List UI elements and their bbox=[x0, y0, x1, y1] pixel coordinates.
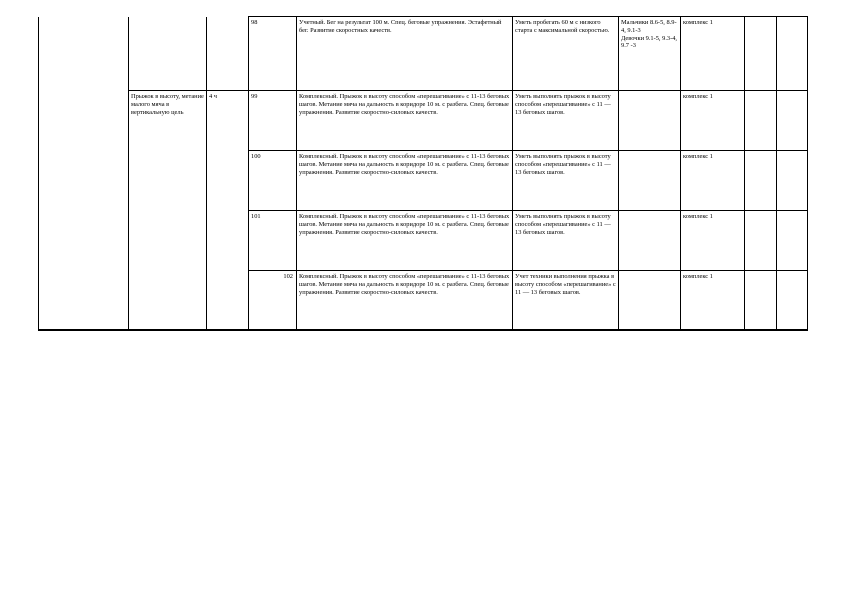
table-row bbox=[39, 17, 808, 91]
hours-cell bbox=[207, 151, 249, 211]
date-plan-cell bbox=[745, 151, 777, 211]
lesson-content-cell: Комплексный. Прыжок в высоту способом «перешагивание» с 11-13 беговых шагов. Метание мяча на дальность в коридоре 10 м. с разбега. Спец. беговые упражнения. Развитие скоростно-силовых качеств. bbox=[297, 91, 513, 151]
lesson-number-cell: 98 bbox=[249, 17, 297, 91]
lesson-number-cell: 100 bbox=[249, 151, 297, 211]
norms-cell bbox=[619, 271, 681, 330]
lesson-number-cell: 99 bbox=[249, 91, 297, 151]
lesson-content-cell: Комплексный. Прыжок в высоту способом «перешагивание» с 11-13 беговых шагов. Метание мяча на дальность в коридоре 10 м. с разбега. Спец. беговые упражнения. Развитие скоростно-силовых качеств. bbox=[297, 151, 513, 211]
lesson-number-cell: 102 bbox=[249, 271, 297, 330]
date-plan-cell bbox=[745, 271, 777, 330]
section-cell bbox=[39, 151, 129, 211]
control-cell: комплекс 1 bbox=[681, 151, 745, 211]
date-fact-cell bbox=[777, 211, 808, 271]
lesson-content-cell: Комплексный. Прыжок в высоту способом «перешагивание» с 11-13 беговых шагов. Метание мяча на дальность в коридоре 10 м. с разбега. Спец. беговые упражнения. Развитие скоростно-силовых качеств. bbox=[297, 211, 513, 271]
norms-cell bbox=[619, 91, 681, 151]
date-fact-cell bbox=[777, 151, 808, 211]
control-cell: комплекс 1 bbox=[681, 271, 745, 330]
date-fact-cell bbox=[777, 17, 808, 91]
lesson-plan-table bbox=[38, 16, 808, 331]
topic-cell bbox=[129, 17, 207, 91]
skills-cell: Уметь пробегать 60 м с низкого старта с максимальной скоростью. bbox=[513, 17, 619, 91]
section-cell bbox=[39, 271, 129, 330]
date-fact-cell bbox=[777, 271, 808, 330]
control-cell: комплекс 1 bbox=[681, 211, 745, 271]
norms-cell bbox=[619, 211, 681, 271]
hours-cell: 4 ч bbox=[207, 91, 249, 151]
skills-cell: Уметь выполнять прыжок в высоту способом «перешагивание» с 11 — 13 беговых шагов. bbox=[513, 91, 619, 151]
section-cell bbox=[39, 211, 129, 271]
skills-cell: Уметь выполнять прыжок в высоту способом «перешагивание» с 11 — 13 беговых шагов. bbox=[513, 151, 619, 211]
skills-cell: Уметь выполнять прыжок в высоту способом «перешагивание» с 11 — 13 беговых шагов. bbox=[513, 211, 619, 271]
table-row bbox=[39, 271, 808, 330]
topic-cell bbox=[129, 271, 207, 330]
topic-cell bbox=[129, 211, 207, 271]
section-cell bbox=[39, 91, 129, 151]
hours-cell bbox=[207, 271, 249, 330]
section-cell bbox=[39, 17, 129, 91]
date-plan-cell bbox=[745, 17, 777, 91]
date-plan-cell bbox=[745, 91, 777, 151]
topic-cell bbox=[129, 151, 207, 211]
skills-cell: Учет техники выполнения прыжка в высоту способом «перешагивание» с 11 — 13 беговых шагов. bbox=[513, 271, 619, 330]
lesson-content-cell: Комплексный. Прыжок в высоту способом «перешагивание» с 11-13 беговых шагов. Метание мяча на дальность в коридоре 10 м. с разбега. Спец. беговые упражнения. Развитие скоростно-силовых качеств. bbox=[297, 271, 513, 330]
topic-cell: Прыжок в высоту, метание малого мяча в вертикальную цель bbox=[129, 91, 207, 151]
table-row bbox=[39, 151, 808, 211]
norms-cell bbox=[619, 151, 681, 211]
norms-cell: Мальчики 8.6-5, 8.9-4, 9.1-3 Девочки 9.1-5, 9.3-4, 9.7 -3 bbox=[619, 17, 681, 91]
lesson-number-cell: 101 bbox=[249, 211, 297, 271]
lesson-content-cell: Учетный. Бег на результат 100 м. Спец. беговые упражнения. Эстафетный бег. Развитие скоростных качеств. bbox=[297, 17, 513, 91]
hours-cell bbox=[207, 17, 249, 91]
date-fact-cell bbox=[777, 91, 808, 151]
table-row bbox=[39, 91, 808, 151]
date-plan-cell bbox=[745, 211, 777, 271]
table-row bbox=[39, 211, 808, 271]
control-cell: комплекс 1 bbox=[681, 17, 745, 91]
hours-cell bbox=[207, 211, 249, 271]
control-cell: комплекс 1 bbox=[681, 91, 745, 151]
